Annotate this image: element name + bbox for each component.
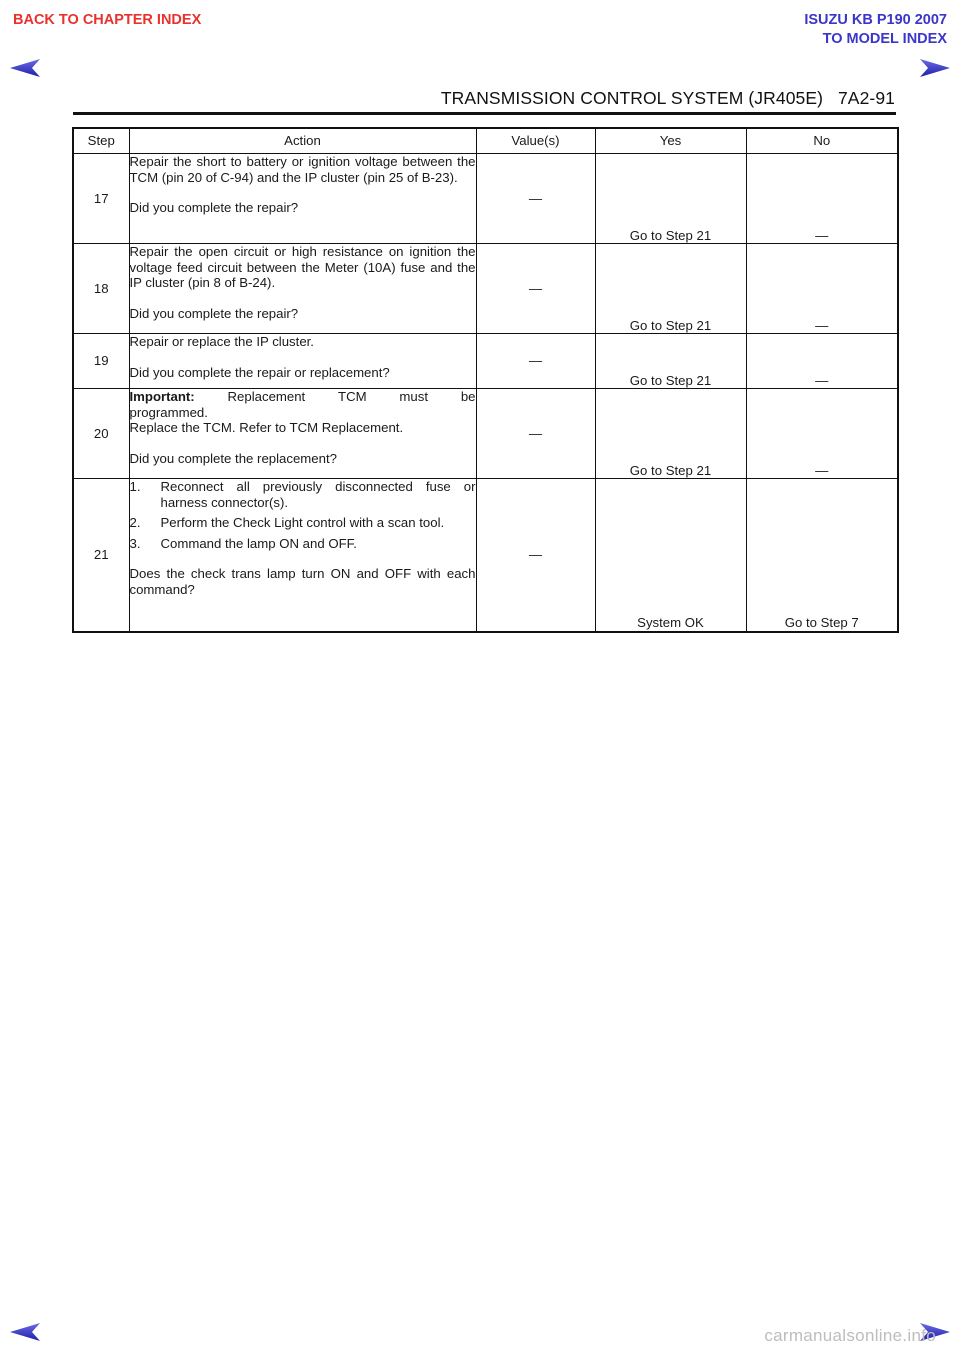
action-question: Did you complete the repair? <box>129 200 299 215</box>
action-text: Repair the short to battery or ignition voltage between the TCM (pin 20 of C-94) and the IP cluster (pin 25 of B-23). <box>129 154 476 185</box>
header-divider <box>73 112 896 115</box>
section-title: TRANSMISSION CONTROL SYSTEM (JR405E) <box>440 88 824 108</box>
value-cell: — <box>476 154 595 244</box>
watermark: carmanualsonline.info <box>764 1326 936 1345</box>
action-cell <box>129 154 476 244</box>
action-question: Did you complete the repair or replacement? <box>129 364 390 380</box>
back-to-chapter-index-link[interactable]: BACK TO CHAPTER INDEX <box>13 12 202 28</box>
action-cell <box>129 389 476 479</box>
list-number: 2. <box>129 515 141 530</box>
action-cell <box>129 334 476 389</box>
header-step: Step <box>73 128 129 154</box>
step-number: 17 <box>73 154 129 244</box>
important-word: must <box>399 389 428 404</box>
yes-cell: Go to Step 21 <box>595 154 746 244</box>
action-text: Repair or replace the IP cluster. <box>129 334 314 349</box>
step-number: 19 <box>73 334 129 389</box>
list-number: 1. <box>129 479 141 494</box>
step-number: 18 <box>73 244 129 334</box>
list-text: Command the lamp ON and OFF. <box>160 535 357 551</box>
table-row <box>73 479 898 632</box>
prev-page-arrow-icon[interactable] <box>8 1322 42 1342</box>
next-page-arrow-icon[interactable] <box>918 58 952 78</box>
yes-cell: Go to Step 21 <box>595 389 746 479</box>
table-row <box>73 154 898 244</box>
no-cell: Go to Step 7 <box>746 479 898 632</box>
important-note <box>130 389 476 405</box>
important-label: Important: <box>129 389 195 404</box>
no-cell: — <box>746 244 898 334</box>
value-cell: — <box>476 244 595 334</box>
to-model-index-link[interactable]: TO MODEL INDEX <box>822 31 947 47</box>
yes-cell: Go to Step 21 <box>595 334 746 389</box>
header-no: No <box>746 128 898 154</box>
action-cell <box>129 479 476 632</box>
table-row <box>73 389 898 479</box>
page-header <box>441 88 895 109</box>
list-item <box>130 515 476 531</box>
table-row <box>73 334 898 389</box>
action-question: Did you complete the replacement? <box>129 450 337 466</box>
step-number: 20 <box>73 389 129 479</box>
action-cell <box>129 244 476 334</box>
action-question: Did you complete the repair? <box>129 305 299 321</box>
table-header-row <box>73 128 898 154</box>
table-row <box>73 244 898 334</box>
step-number: 21 <box>73 479 129 632</box>
action-text: Replace the TCM. Refer to TCM Replacement. <box>129 420 404 435</box>
page-number: 7A2-91 <box>837 88 895 108</box>
value-cell: — <box>476 334 595 389</box>
important-word: Replacement <box>227 389 306 404</box>
no-cell: — <box>746 334 898 389</box>
list-number: 3. <box>129 535 141 551</box>
prev-page-arrow-icon[interactable] <box>8 58 42 78</box>
yes-cell: Go to Step 21 <box>595 244 746 334</box>
yes-cell: System OK <box>595 479 746 632</box>
no-cell: — <box>746 389 898 479</box>
important-word: be <box>460 389 476 404</box>
value-cell: — <box>476 389 595 479</box>
header-yes: Yes <box>595 128 746 154</box>
important-continuation: programmed. <box>129 404 208 420</box>
list-item <box>130 479 476 510</box>
list-text: Perform the Check Light control with a scan tool. <box>160 515 445 530</box>
action-question: Does the check trans lamp turn ON and OFF with each command? <box>129 566 476 597</box>
action-text: Repair the open circuit or high resistance on ignition the voltage feed circuit between the Meter (10A) fuse and the IP cluster (pin 8 of B-24). <box>129 244 476 290</box>
no-cell: — <box>746 154 898 244</box>
list-text: Reconnect all previously disconnected fuse or harness connector(s). <box>160 479 476 510</box>
model-title: ISUZU KB P190 2007 <box>804 12 947 28</box>
list-item <box>130 536 476 552</box>
important-word: TCM <box>338 389 367 404</box>
header-action: Action <box>129 128 476 154</box>
header-values: Value(s) <box>476 128 595 154</box>
diagnostic-table <box>72 127 899 633</box>
value-cell: — <box>476 479 595 632</box>
